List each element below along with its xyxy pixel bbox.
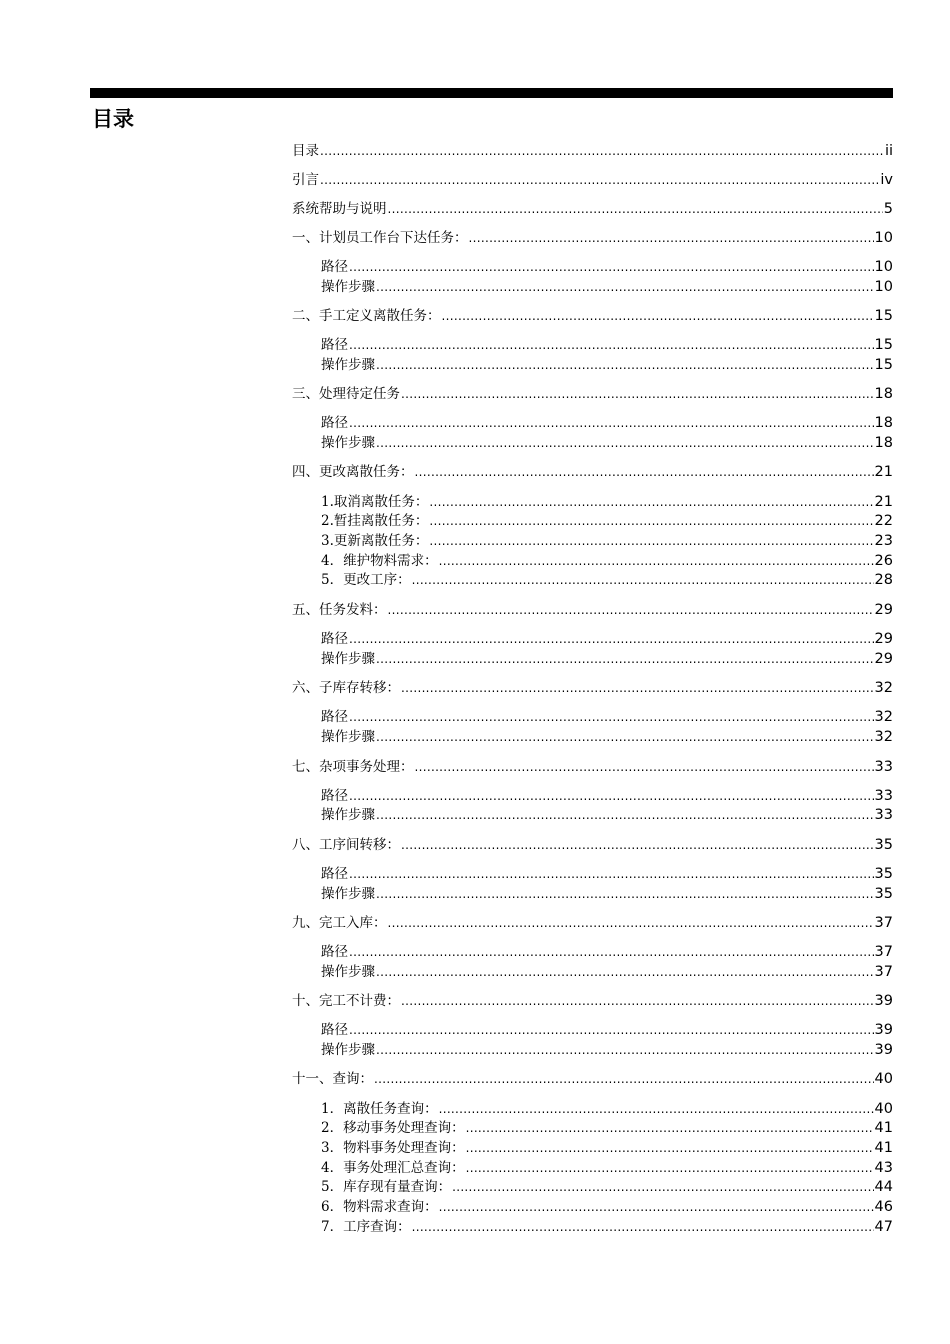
page-number: 29	[874, 602, 893, 618]
dot-leader	[349, 864, 874, 884]
toc-subentry[interactable]: 3．物料事务处理查询： ..... 41	[321, 1138, 893, 1158]
page-number: 21	[874, 494, 893, 510]
dot-leader	[439, 1197, 874, 1217]
toc-subentry[interactable]: 路径 ..... 10	[321, 257, 893, 277]
toc-subentry[interactable]: 操作步骤 ..... 29	[321, 649, 893, 669]
dot-leader	[376, 355, 874, 375]
dot-leader	[349, 1020, 874, 1040]
dot-leader	[376, 962, 874, 982]
dot-leader	[388, 600, 874, 620]
page-number: 10	[874, 279, 893, 295]
dot-leader	[466, 1138, 874, 1158]
toc-entry[interactable]: 一、计划员工作台下达任务： ..... 10	[292, 228, 893, 248]
toc-subentry[interactable]: 路径 ..... 39	[321, 1020, 893, 1040]
page-number: 15	[874, 357, 893, 373]
toc-subentry[interactable]: 路径 ..... 29	[321, 629, 893, 649]
page-number: 15	[874, 308, 893, 324]
dot-leader	[376, 649, 874, 669]
page-number: 33	[874, 759, 893, 775]
dot-leader	[376, 805, 874, 825]
toc-entry[interactable]: 六、子库存转移： ..... 32	[292, 678, 893, 698]
page-number: 18	[874, 386, 893, 402]
dot-leader	[388, 199, 883, 219]
dot-leader	[349, 786, 874, 806]
page-number: 21	[874, 464, 893, 480]
page-number: 39	[874, 1042, 893, 1058]
dot-leader	[429, 531, 873, 551]
page-number: 18	[874, 435, 893, 451]
dot-leader	[401, 835, 874, 855]
page-number: 32	[874, 709, 893, 725]
page-number: iv	[880, 172, 893, 188]
page-number: 26	[874, 553, 893, 569]
page-number: 35	[874, 886, 893, 902]
dot-leader	[415, 757, 874, 777]
toc-subentry[interactable]: 操作步骤 ..... 18	[321, 433, 893, 453]
page-number: 37	[874, 964, 893, 980]
toc-subentry[interactable]: 5．库存现有量查询： ..... 44	[321, 1177, 893, 1197]
page-number: 10	[874, 259, 893, 275]
page-number: 41	[874, 1120, 893, 1136]
dot-leader	[374, 1069, 874, 1089]
dot-leader	[469, 228, 874, 248]
dot-leader	[442, 306, 874, 326]
page-number: 32	[874, 680, 893, 696]
toc-entry[interactable]: 十一、查询： ..... 40	[292, 1069, 893, 1089]
dot-leader	[376, 884, 874, 904]
toc-entry[interactable]: 二、手工定义离散任务： ..... 15	[292, 306, 893, 326]
toc-entry[interactable]: 七、杂项事务处理： ..... 33	[292, 757, 893, 777]
dot-leader	[349, 707, 874, 727]
toc-entry[interactable]: 引言 ..... iv	[292, 170, 893, 190]
toc-entry[interactable]: 九、完工入库： ..... 37	[292, 913, 893, 933]
page-number: 23	[874, 533, 893, 549]
page-number: 46	[874, 1199, 893, 1215]
toc-entry[interactable]: 五、任务发料： ..... 29	[292, 600, 893, 620]
dot-leader	[401, 384, 874, 404]
toc-subentry[interactable]: 操作步骤 ..... 33	[321, 805, 893, 825]
page-number: 35	[874, 837, 893, 853]
page-number: 29	[874, 651, 893, 667]
toc-subentry[interactable]: 操作步骤 ..... 39	[321, 1040, 893, 1060]
page-number: 29	[874, 631, 893, 647]
dot-leader	[401, 678, 874, 698]
toc-subentry[interactable]: 路径 ..... 15	[321, 335, 893, 355]
dot-leader	[415, 462, 874, 482]
toc-subentry[interactable]: 路径 ..... 33	[321, 786, 893, 806]
page-number: 28	[874, 572, 893, 588]
toc-subentry[interactable]: 操作步骤 ..... 37	[321, 962, 893, 982]
toc-subentry[interactable]: 6．物料需求查询： ..... 46	[321, 1197, 893, 1217]
page-number: 39	[874, 993, 893, 1009]
dot-leader	[349, 335, 874, 355]
dot-leader	[376, 1040, 874, 1060]
page-number: 44	[874, 1179, 893, 1195]
dot-leader	[320, 141, 884, 161]
dot-leader	[429, 511, 873, 531]
toc-entry[interactable]: 目录 ..... ii	[292, 141, 893, 161]
toc-entry[interactable]: 系统帮助与说明 ..... 5	[292, 199, 893, 219]
toc-subentry[interactable]: 路径 ..... 18	[321, 413, 893, 433]
page-number: 41	[874, 1140, 893, 1156]
page-number: 32	[874, 729, 893, 745]
toc-entry[interactable]: 八、工序间转移： ..... 35	[292, 835, 893, 855]
toc-subentry[interactable]: 路径 ..... 37	[321, 942, 893, 962]
page-number: 43	[874, 1160, 893, 1176]
page-number: 33	[874, 807, 893, 823]
page-number: 33	[874, 788, 893, 804]
page-number: ii	[884, 143, 893, 159]
header-rule	[90, 88, 893, 98]
toc-subentry[interactable]: 2.暂挂离散任务： ..... 22	[321, 511, 893, 531]
toc-subentry[interactable]: 路径 ..... 32	[321, 707, 893, 727]
page-number: 37	[874, 944, 893, 960]
dot-leader	[349, 942, 874, 962]
page-number: 35	[874, 866, 893, 882]
toc-subentry[interactable]: 操作步骤 ..... 10	[321, 277, 893, 297]
dot-leader	[466, 1158, 874, 1178]
dot-leader	[452, 1177, 873, 1197]
dot-leader	[466, 1118, 874, 1138]
dot-leader	[401, 991, 874, 1011]
toc-subentry[interactable]: 4．维护物料需求： ..... 26	[321, 551, 893, 571]
page-number: 40	[874, 1101, 893, 1117]
dot-leader	[388, 913, 874, 933]
dot-leader	[376, 433, 874, 453]
dot-leader	[439, 551, 874, 571]
dot-leader	[349, 629, 874, 649]
toc-subentry[interactable]: 1．离散任务查询： ..... 40	[321, 1099, 893, 1119]
toc-subentry[interactable]: 1.取消离散任务： ..... 21	[321, 492, 893, 512]
dot-leader	[412, 570, 874, 590]
page-number: 22	[874, 513, 893, 529]
toc-subentry[interactable]: 7．工序查询： ..... 47	[321, 1217, 893, 1237]
toc-entry[interactable]: 四、更改离散任务： ..... 21	[292, 462, 893, 482]
page-title: 目录	[92, 107, 134, 131]
dot-leader	[429, 492, 873, 512]
toc-subentry[interactable]: 3.更新离散任务： ..... 23	[321, 531, 893, 551]
toc-subentry[interactable]: 路径 ..... 35	[321, 864, 893, 884]
page-number: 47	[874, 1219, 893, 1235]
page-number: 37	[874, 915, 893, 931]
dot-leader	[349, 413, 874, 433]
page-number: 39	[874, 1022, 893, 1038]
toc-subentry[interactable]: 操作步骤 ..... 35	[321, 884, 893, 904]
dot-leader	[376, 277, 874, 297]
toc-subentry[interactable]: 操作步骤 ..... 32	[321, 727, 893, 747]
dot-leader	[439, 1099, 874, 1119]
dot-leader	[376, 727, 874, 747]
toc-subentry[interactable]: 5．更改工序： ..... 28	[321, 570, 893, 590]
toc-subentry[interactable]: 操作步骤 ..... 15	[321, 355, 893, 375]
page-number: 10	[874, 230, 893, 246]
toc-subentry[interactable]: 2．移动事务处理查询： ..... 41	[321, 1118, 893, 1138]
dot-leader	[349, 257, 874, 277]
page-number: 15	[874, 337, 893, 353]
dot-leader	[412, 1217, 874, 1237]
toc-subentry[interactable]: 4．事务处理汇总查询： ..... 43	[321, 1158, 893, 1178]
page-number: 5	[883, 201, 893, 217]
page-number: 18	[874, 415, 893, 431]
dot-leader	[320, 170, 879, 190]
toc-entry[interactable]: 三、处理待定任务 ..... 18	[292, 384, 893, 404]
page-number: 40	[874, 1071, 893, 1087]
toc-entry[interactable]: 十、完工不计费： ..... 39	[292, 991, 893, 1011]
